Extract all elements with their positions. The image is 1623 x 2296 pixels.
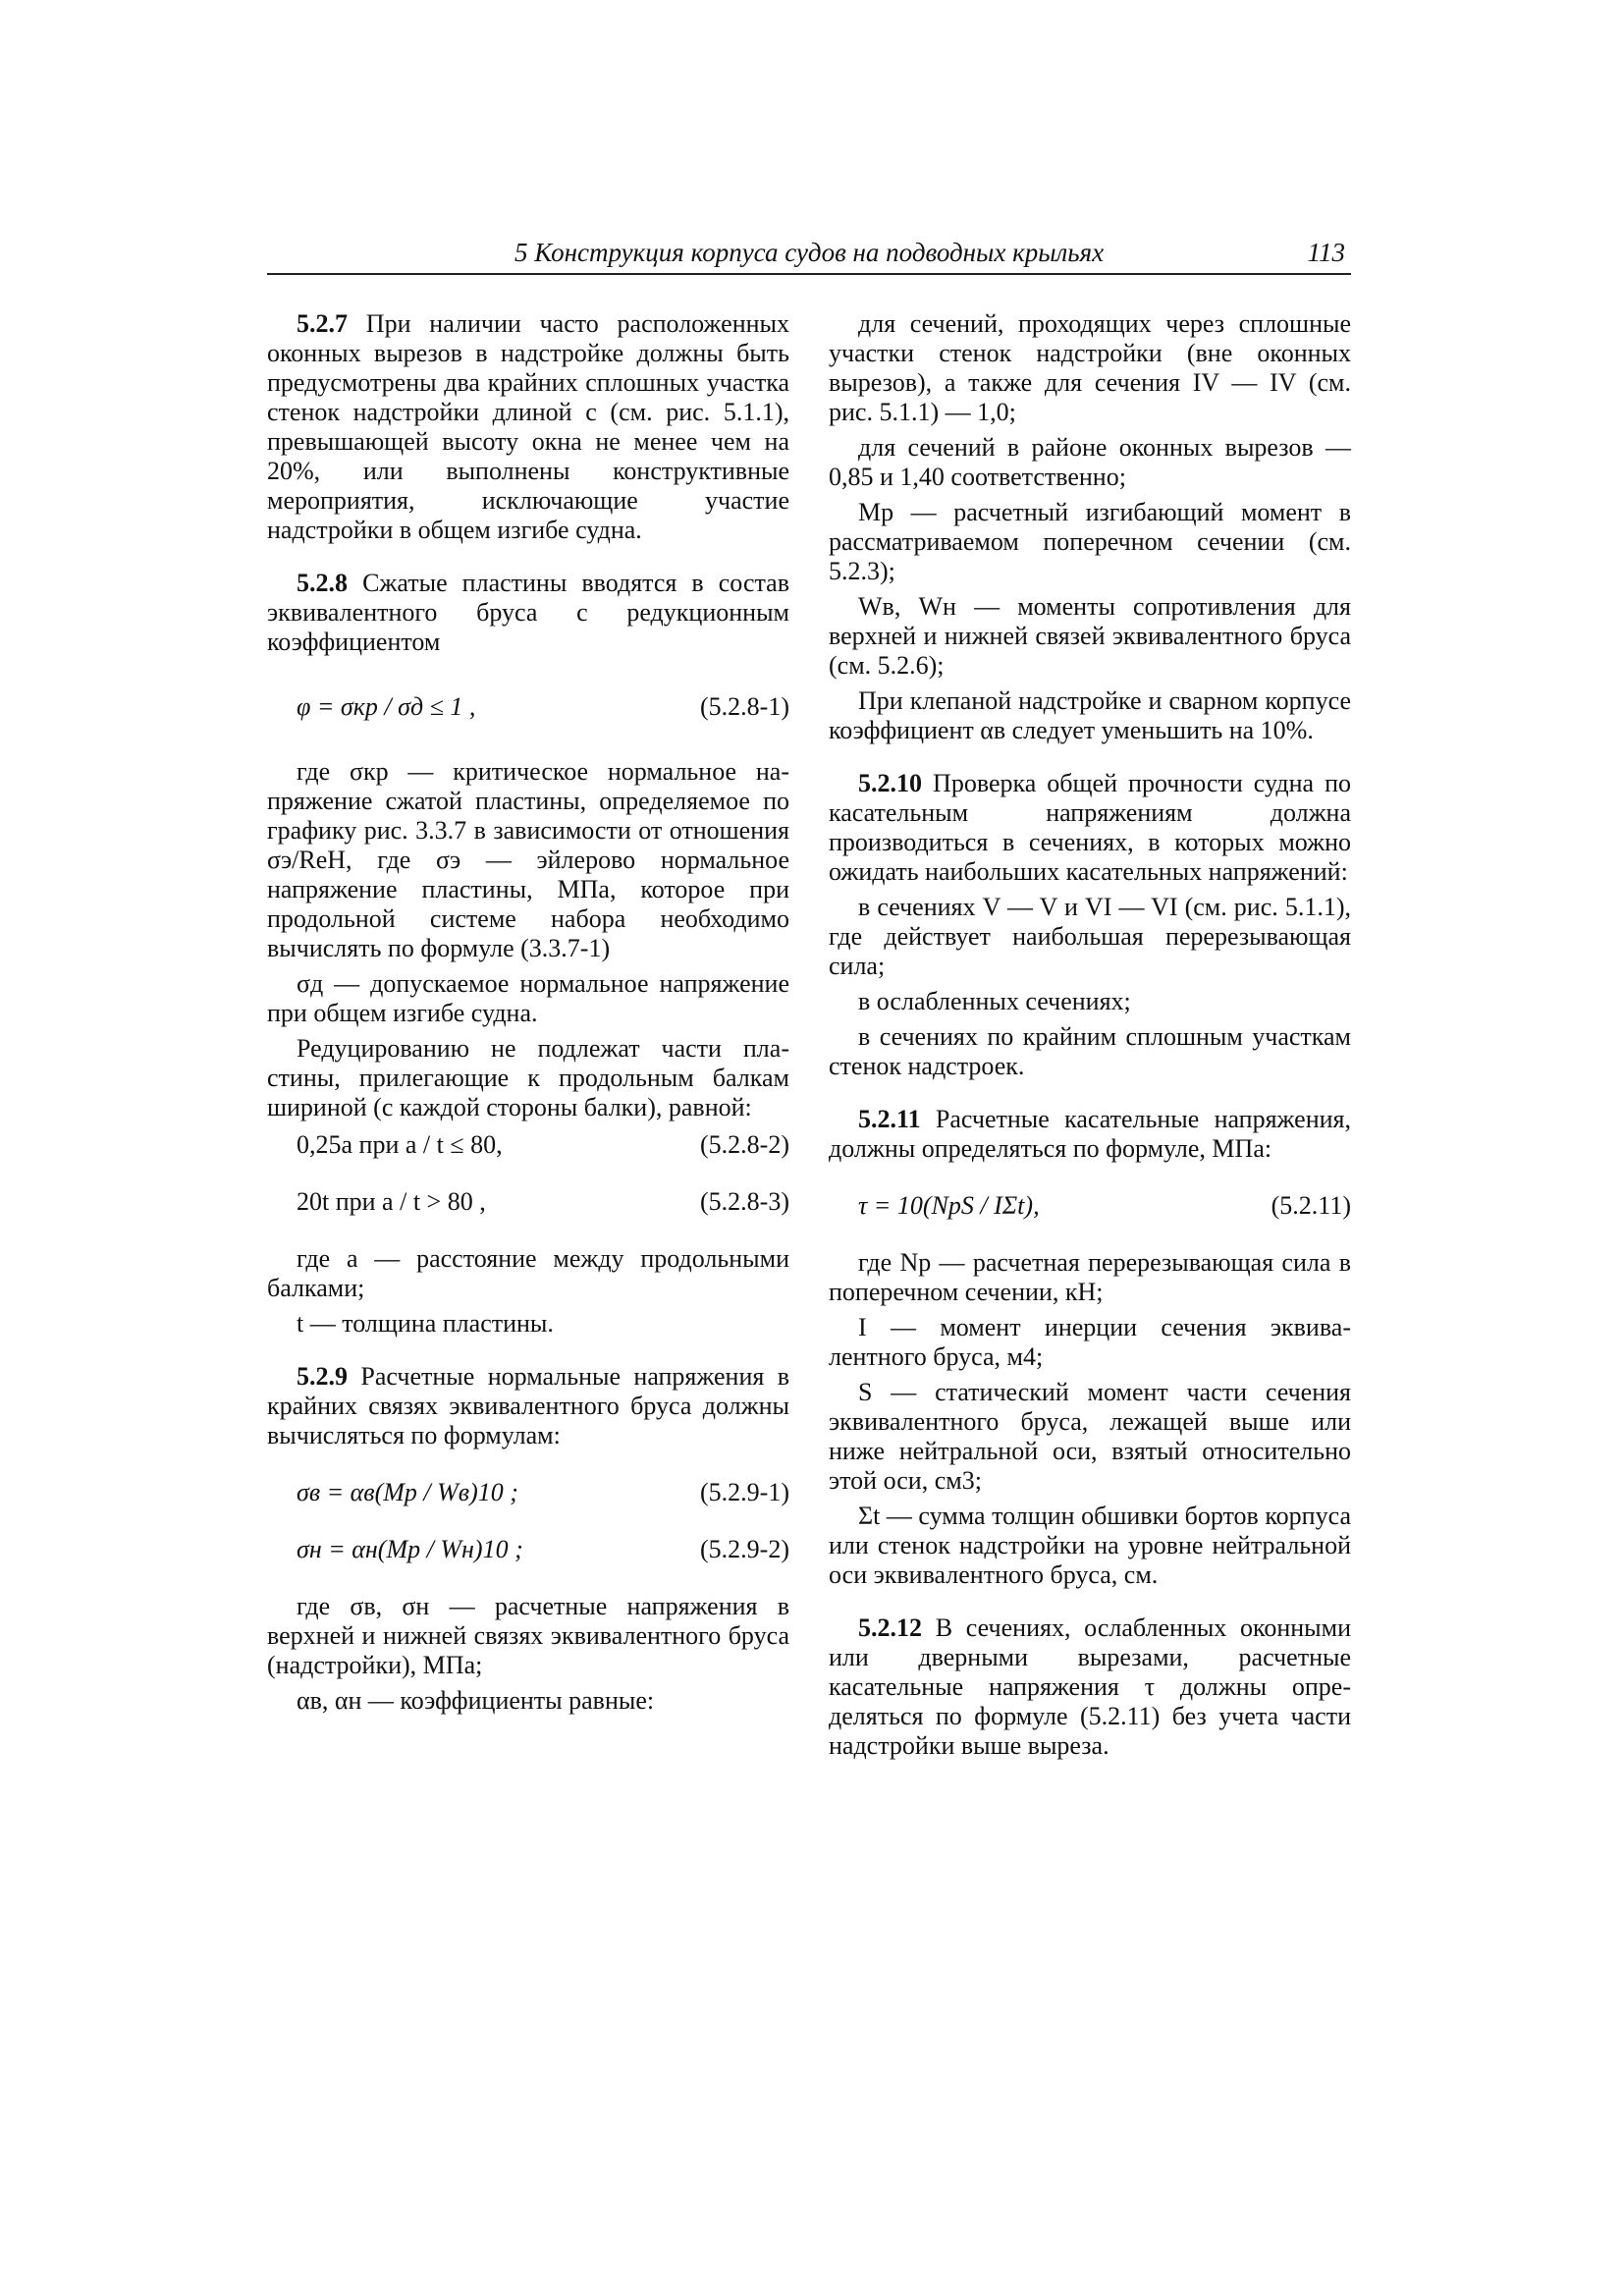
paragraph-mp: Mр — расчетный изгибающий момент в рассматриваемом поперечном сечении (см. 5.2.3); (829, 498, 1351, 585)
section-number: 5.2.7 (297, 309, 348, 338)
paragraph-text: Расчетные касательные напряжения, должны определяться по формуле, МПа: (829, 1105, 1351, 1163)
formula-number: (5.2.8-1) (700, 692, 789, 721)
formula-number: (5.2.9-2) (700, 1535, 789, 1563)
paragraph-window-sections: для сечений в районе оконных вырезов — 0,85 и 1,40 соответственно; (829, 433, 1351, 491)
formula-5-2-8-2 (267, 1130, 789, 1160)
formula-expression: σв = αв(Mр / Wв)10 ; (297, 1478, 518, 1506)
formula-expression: 0,25a при a / t ≤ 80, (297, 1130, 503, 1159)
paragraph-w: Wв, Wн — моменты сопротивления для верхней и нижней связей эквивалентного бруса (см. 5.2.6); (829, 592, 1351, 680)
section-number: 5.2.10 (858, 769, 922, 797)
formula-5-2-8-1 (267, 692, 789, 722)
paragraph-sections-v-vi: в сечениях V — V и VI — VI (см. рис. 5.1.1), где действует наибольшая перерезывающая сила; (829, 893, 1351, 980)
paragraph-i: I — момент инерции сечения эквивалентного бруса, м4; (829, 1313, 1351, 1371)
paragraph-where-a: где a — расстояние между продольными балками; (267, 1244, 789, 1302)
paragraph-sigma-d: σд — допускаемое нормальное напряжение при общем изгибе судна. (267, 969, 789, 1027)
paragraph-5-2-11 (829, 1105, 1351, 1164)
right-column (829, 309, 1351, 1767)
paragraph-where-sigma-kr: где σкр — критическое нормальное напряжение сжатой пластины, определяемое по графику рис. 3.3.7 в зависимости от отношения σэ/ReH, где σэ — эйлерово нормальное напряжение пластины, МПа, которое при продольной системе набора необходимо вычислять по формуле (3.3.7-1) (267, 757, 789, 962)
formula-expression: 20t при a / t > 80 , (297, 1187, 486, 1216)
running-header (267, 234, 1351, 275)
page-number: 113 (1307, 238, 1345, 267)
paragraph-text: Сжатые пластины вводятся в состав эквивалентного бруса с редукционным коэффициентом (267, 569, 789, 656)
paragraph-5-2-10 (829, 769, 1351, 887)
paragraph-5-2-12 (829, 1613, 1351, 1761)
paragraph-text: Расчетные нормальные напряжения в крайних связях эквивалентного бруса должны вычисляться по формулам: (267, 1362, 789, 1449)
section-number: 5.2.12 (858, 1613, 922, 1642)
paragraph-5-2-8 (267, 569, 789, 657)
formula-expression: φ = σкр / σд ≤ 1 , (297, 692, 476, 721)
paragraph-sum-t: Σt — сумма толщин обшивки бортов корпуса или стенок надстройки на уровне нейтральной оси эквивалентного бруса, см. (829, 1502, 1351, 1589)
paragraph-5-2-7 (267, 309, 789, 545)
formula-5-2-11 (829, 1191, 1351, 1221)
paragraph-alpha: αв, αн — коэффициенты равные: (297, 1686, 655, 1715)
section-number: 5.2.11 (858, 1105, 921, 1133)
paragraph-weakened: в ослабленных сечениях; (858, 987, 1131, 1015)
header-title: 5 Конструкция корпуса судов на подводных крыльях (514, 238, 1105, 267)
formula-5-2-9-1 (267, 1478, 789, 1507)
paragraph-t: t — толщина пластины. (297, 1309, 554, 1338)
paragraph-5-2-9 (267, 1362, 789, 1450)
formula-number: (5.2.8-3) (700, 1187, 789, 1216)
paragraph-text: Проверка общей прочности судна по касательным напряжениям должна производиться в сечениях, в которых можно ожидать наибольших касательных напряжений: (829, 769, 1351, 886)
formula-expression: σн = αн(Mр / Wн)10 ; (297, 1535, 523, 1563)
paragraph-text: При наличии часто расположенных оконных вырезов в надстройке должны быть предусмотрены два крайних сплошных участка стенок надстройки длиной c (см. рис. 5.1.1), превышающей высоту окна не менее чем на 20%, или выполнены конструктивные мероприятия, исключающие участие надстройки в общем изгибе судна. (267, 309, 789, 544)
paragraph-np: где Nр — расчетная перерезывающая сила в поперечном сечении, кН; (829, 1248, 1351, 1306)
formula-5-2-9-2 (267, 1535, 789, 1564)
section-number: 5.2.8 (297, 569, 348, 597)
formula-5-2-8-3 (267, 1187, 789, 1217)
formula-number: (5.2.8-2) (700, 1130, 789, 1159)
paragraph-riveted: При клепаной надстройке и сварном корпусе коэффициент αв следует уменьшить на 10%. (829, 686, 1351, 744)
formula-number: (5.2.9-1) (700, 1478, 789, 1506)
paragraph-solid-sections: для сечений, проходящих через сплошные участки стенок надстройки (вне оконных вырезов), а также для сечения IV — IV (см. рис. 5.1.1) — 1,0; (829, 309, 1351, 426)
section-number: 5.2.9 (297, 1362, 348, 1391)
paragraph-reduction: Редуцированию не подлежат части пластины, прилегающие к продольным балкам шириной (с каждой стороны балки), равной: (267, 1034, 789, 1121)
paragraph-where-sigma: где σв, σн — расчетные напряжения в верхней и нижней связях эквивалентного бруса (надстройки), МПа; (267, 1592, 789, 1679)
paragraph-solid-parts: в сечениях по крайним сплошным участкам стенок надстроек. (829, 1022, 1351, 1080)
paragraph-text: В сечениях, ослабленных оконными или дверными вырезами, расчетные касательные напряжения τ должны определяться по формуле (5.2.11) без учета части надстройки выше выреза. (829, 1613, 1351, 1760)
formula-number: (5.2.11) (1271, 1191, 1351, 1220)
left-column (267, 309, 789, 1722)
formula-expression: τ = 10(NрS / IΣt), (858, 1191, 1040, 1220)
paragraph-s: S — статический момент части сечения эквивалентного бруса, лежащей выше или ниже нейтральной оси, взятый относительно этой оси, см3; (829, 1378, 1351, 1495)
